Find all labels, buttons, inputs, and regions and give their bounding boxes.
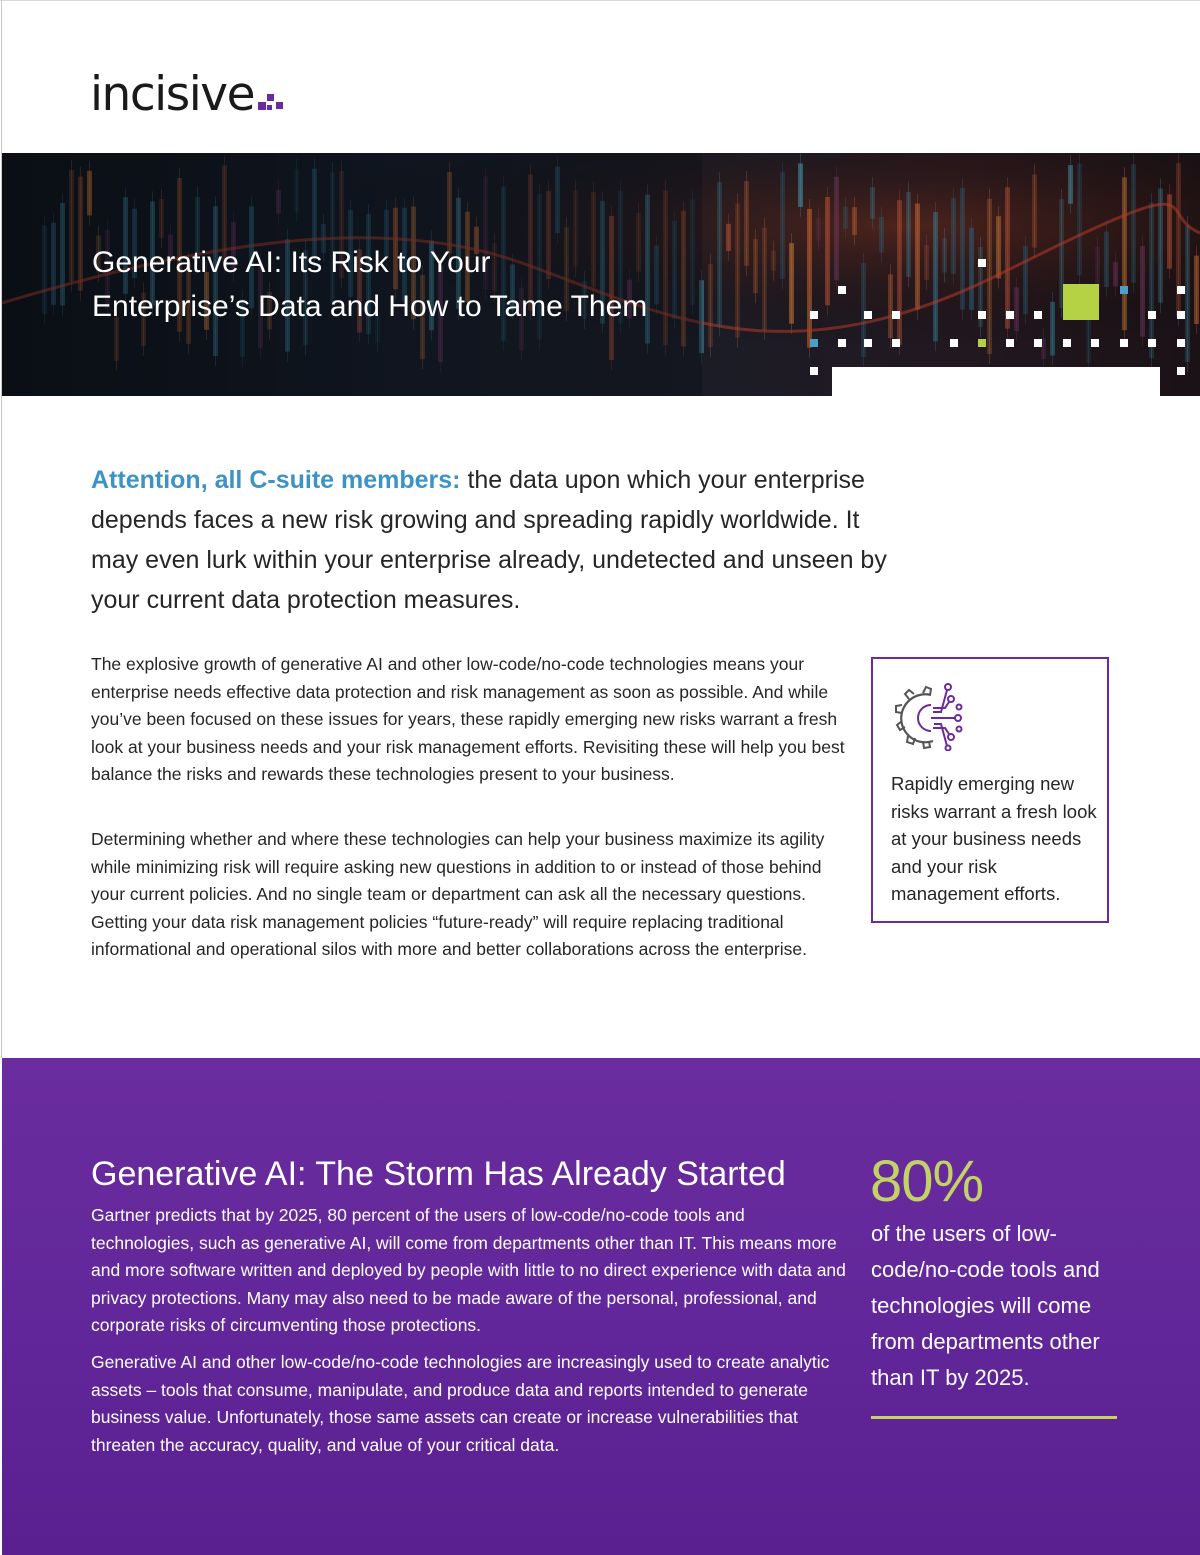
body-paragraph-2: Determining whether and where these technologies can help your business maximize its agility while minimizing risk will require asking new questions in addition to or instead of those behind your current policies. And no single team or department can ask all the necessary questions. Getting your data risk management policies “future-ready” will require replacing traditional informational and operational silos with more and better collaborations across the enterprise. [91, 829, 825, 959]
page-border-top [0, 0, 1200, 1]
intro-statement [91, 460, 891, 620]
storm-paragraph-1: Gartner predicts that by 2025, 80 percent of the users of low-code/no-code tools and technologies, such as generative AI, will come from departments other than IT. This means more and more software written and deployed by people with little to no direct experience with data and privacy protections. Many may also need to be made aware of the personal, professional, and corporate risks of circumventing those protections. [91, 1205, 846, 1335]
storm-section [2, 1058, 1200, 1555]
storm-paragraph-2: Generative AI and other low-code/no-code technologies are increasingly used to create analytic assets – tools that consume, manipulate, and produce data and reports intended to generate business value. Unfortunately, those same assets can create or increase vulnerabilities that threaten the accuracy, quality, and value of your critical data. [91, 1352, 830, 1455]
gear-circuit-icon [893, 681, 967, 751]
logo-pixel-mark-icon [258, 88, 284, 112]
stat-caption: of the users of low-code/no-code tools and technologies will come from departments other than IT by 2025. [871, 1221, 1100, 1390]
hero-title [92, 241, 792, 329]
hero-title-line2: Enterprise’s Data and How to Tame Them [92, 290, 648, 323]
incisive-logo [90, 62, 284, 122]
body-paragraph-1: The explosive growth of generative AI and other low-code/no-code technologies means your enterprise needs effective data protection and risk management as soon as possible. And while you’ve been focused on these issues for years, these rapidly emerging new risks warrant a fresh look at your business needs and your risk management efforts. Revisiting these will help you best balance the risks and rewards these technologies present to your business. [91, 654, 845, 784]
hero-title-line1: Generative AI: Its Risk to Your [92, 246, 491, 279]
storm-section-title: Generative AI: The Storm Has Already Started [91, 1155, 786, 1193]
logo-wordmark: incisive [90, 67, 255, 122]
callout-box [871, 657, 1109, 923]
callout-text: Rapidly emerging new risks warrant a fresh look at your business needs and your risk management efforts. [891, 773, 1097, 904]
stat-divider [871, 1416, 1117, 1419]
intro-lead: Attention, all C-suite members: [91, 466, 461, 494]
stat-value: 80% [870, 1149, 984, 1214]
intro-text: the data upon which your enterprise depends faces a new risk growing and spreading rapidly worldwide. It may even lurk within your enterprise already, undetected and unseen by your current data protection measures. [91, 466, 887, 614]
hero-banner [2, 153, 1200, 396]
